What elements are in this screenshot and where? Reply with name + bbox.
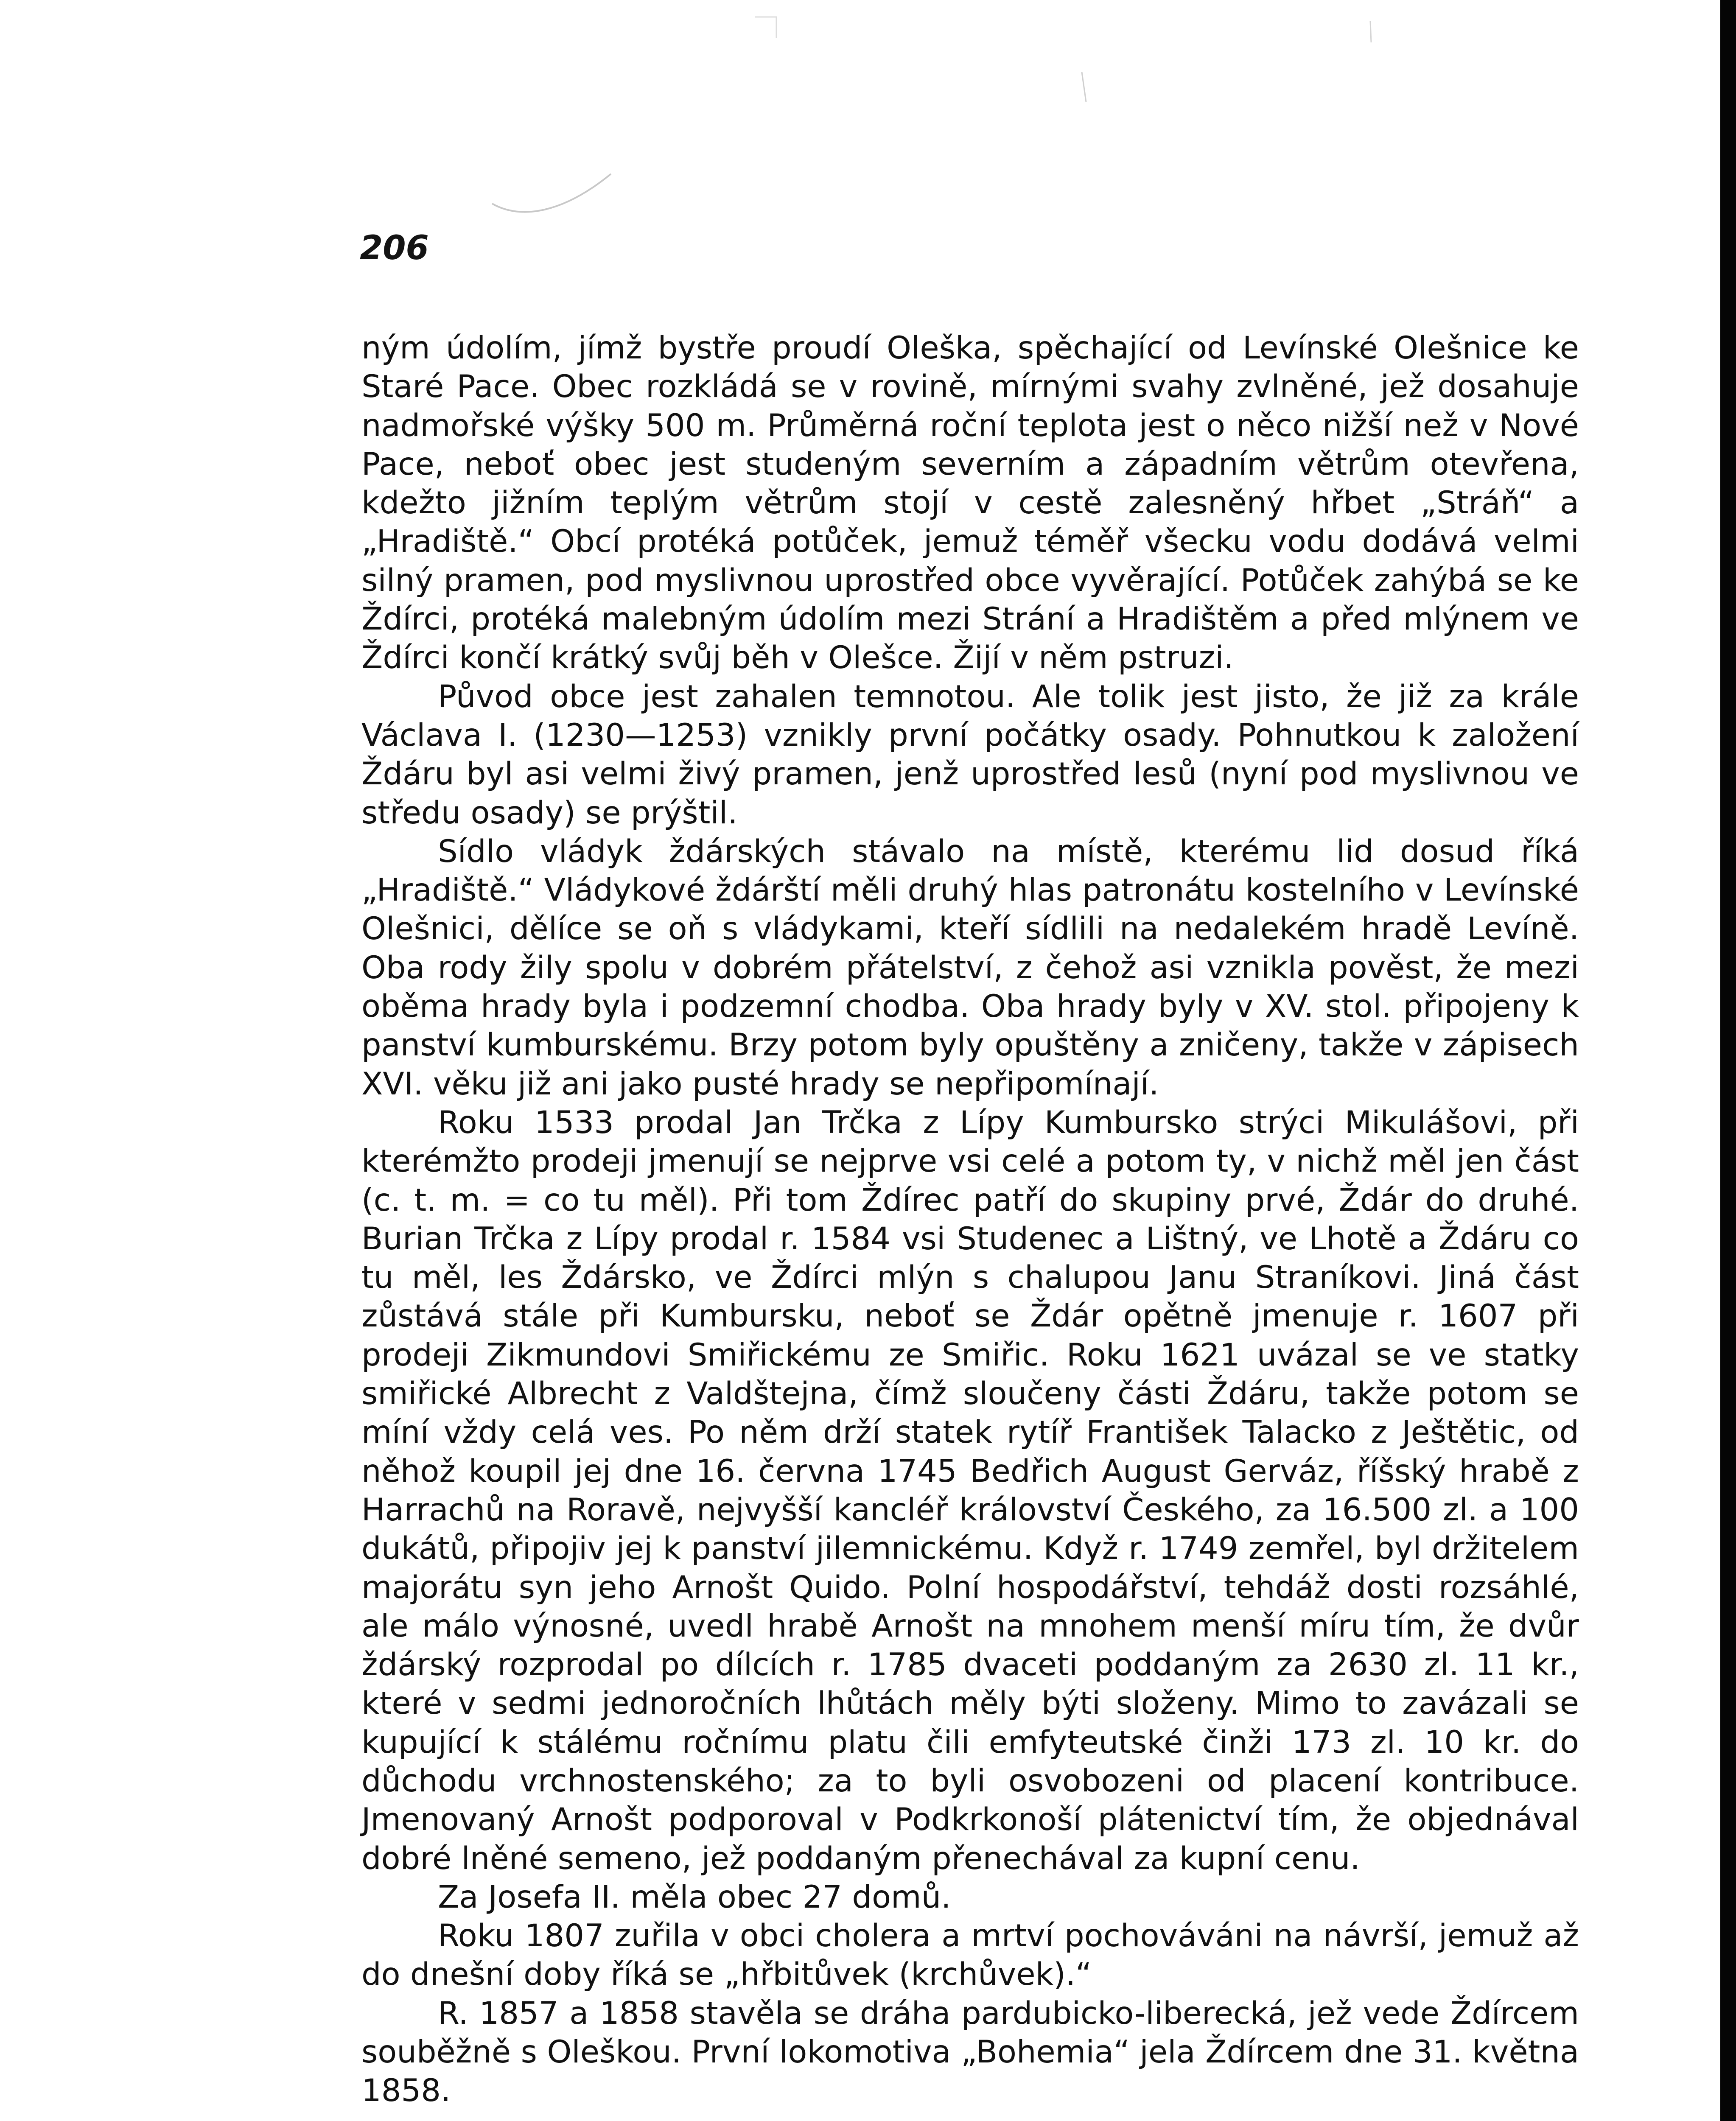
scan-edge-right (1720, 0, 1736, 2121)
paragraph-origin: Původ obce jest zahalen temnotou. Ale tolik jest jisto, že již za krále Václava I. (1230—1253) vznikly první počátky osady. Pohnutkou k založení Ždáru byl asi velmi živý pramen, jenž uprostřed lesů (nyní pod myslivnou ve středu osady) se prýštil. (361, 678, 1579, 831)
paragraph-seat: Sídlo vládyk ždárských stávalo na místě, kterému lid dosud říká „Hradiště.“ Vládykové ždárští měli druhý hlas patronátu kostelního v Levínské Olešnici, dělíce se oň s vládykami, kteří sídlili na nedalekém hradě Levíně. Oba rody žily spolu v dobrém přátelství, z čehož asi vznikla pověst, že mezi oběma hrady byla i podzemní chodba. Oba hrady byly v XV. stol. připojeny k panství kumburskému. Brzy potom byly opuštěny a zničeny, takže v zápisech XVI. věku již ani jako pusté hrady se nepřipomínají. (361, 833, 1579, 1102)
page-number: 206 (360, 229, 429, 267)
body-text (361, 329, 1579, 2110)
scan-artifact-mark (0, 0, 1720, 297)
paragraph-railway: R. 1857 a 1858 stavěla se dráha pardubicko-liberecká, jež vede Ždírcem souběžně s Oleškou. První lokomotiva „Bohemia“ jela Ždírcem dne 31. května 1858. (361, 1995, 1579, 2109)
paragraph-cholera: Roku 1807 zuřila v obci cholera a mrtví pochováváni na návrší, jemuž až do dnešní doby říká se „hřbitůvek (krchůvek).“ (361, 1918, 1579, 1993)
paragraph-joseph: Za Josefa II. měla obec 27 domů. (438, 1879, 951, 1915)
paragraph-history: Roku 1533 prodal Jan Trčka z Lípy Kumbursko strýci Mikulášovi, při kterémžto prodeji jmenují se nejprve vsi celé a potom ty, v nichž měl jen část (c. t. m. = co tu měl). Při tom Ždírec patří do skupiny prvé, Ždár do druhé. Burian Trčka z Lípy prodal r. 1584 vsi Studenec a Lištný, ve Lhotě a Ždáru co tu měl, les Ždársko, ve Ždírci mlýn s chalupou Janu Straníkovi. Jiná část zůstává stále při Kumbursku, neboť se Ždár opětně jmenuje r. 1607 při prodeji Zikmundovi Smiřickému ze Smiřic. Roku 1621 uvázal se ve statky smiřické Albrecht z Valdštejna, čímž sloučeny části Ždáru, takže potom se míní vždy celá ves. Po něm drží statek rytíř František Talacko z Ještětic, od něhož koupil jej dne 16. června 1745 Bedřich August Gerváz, říšský hrabě z Harrachů na Roravě, nejvyšší kancléř království Českého, za 16.500 zl. a 100 dukátů, připojiv jej k panství jilemnickému. Když r. 1749 zemřel, byl držitelem majorátu syn jeho Arnošt Quido. Polní hospodářství, tehdáž dosti rozsáhlé, ale málo výnosné, uvedl hrabě Arnošt na mnohem menší míru tím, že dvůr ždárský rozprodal po dílcích r. 1785 dvaceti poddaným za 2630 zl. 11 kr., které v sedmi jednoročních lhůtách měly býti složeny. Mimo to zavázali se kupující k stálému ročnímu platu čili emfyteutské činži 173 zl. 10 kr. do důchodu vrchnostenského; za to byli osvobozeni od placení kontribuce. Jmenovaný Arnošt podporoval v Podkrkonoší plátenictví tím, že objednával dobré lněné semeno, jež poddaným přenechával za kupní cenu. (361, 1104, 1579, 1877)
paragraph-continuation: ným údolím, jímž bystře proudí Oleška, spěchající od Levínské Olešnice ke Staré Pace. Obec rozkládá se v rovině, mírnými svahy zvlněné, jež dosahuje nadmořské výšky 500 m. Průměrná roční teplota jest o něco nižší než v Nové Pace, neboť obec jest studeným severním a západním větrům otevřena, kdežto jižním teplým větrům stojí v cestě zalesněný hřbet „Stráň“ a „Hradiště.“ Obcí protéká potůček, jemuž téměř všecku vodu dodává velmi silný pramen, pod myslivnou uprostřed obce vyvěrající. Potůček zahýbá se ke Ždírci, protéká malebným údolím mezi Strání a Hradištěm a před mlýnem ve Ždírci končí krátký svůj běh v Olešce. Žijí v něm pstruzi. (361, 330, 1579, 676)
